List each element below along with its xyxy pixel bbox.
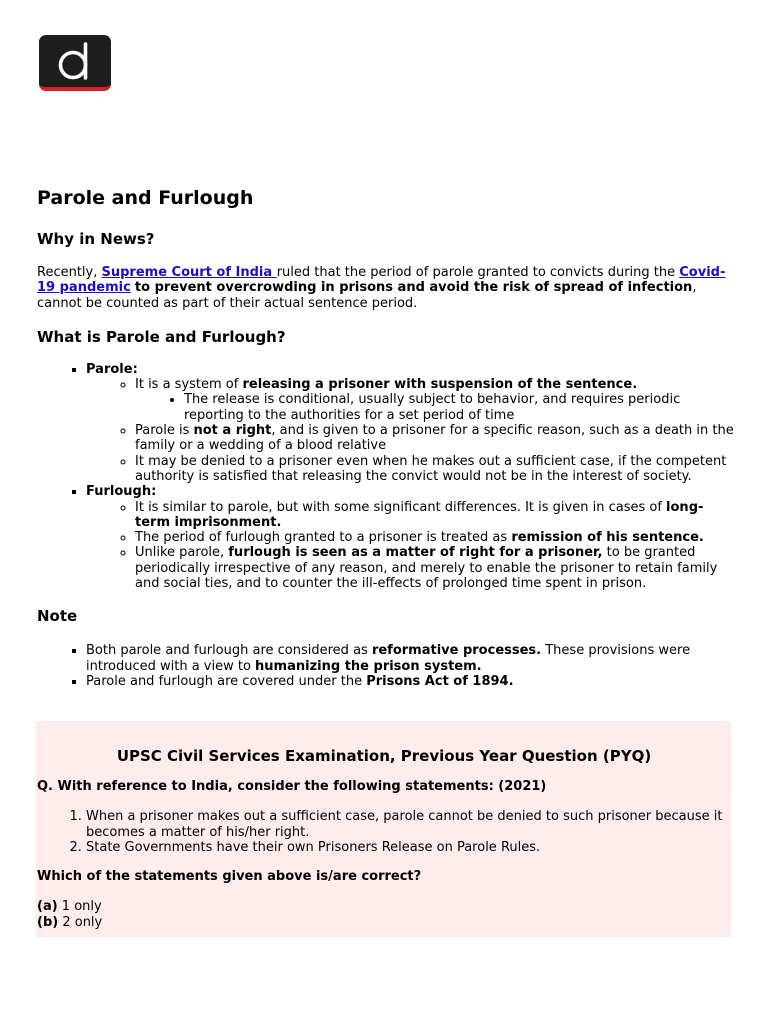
covid-pandemic-link[interactable]: Covid-19 pandemic <box>37 265 726 296</box>
text: It is similar to parole, but with some significant differences. It is given in cases of <box>135 499 667 515</box>
supreme-court-link[interactable]: Supreme Court of India <box>101 265 277 280</box>
d-logo-icon <box>39 35 111 87</box>
list-item <box>135 500 737 531</box>
parole-sublist <box>86 377 737 484</box>
bold-text: Prisons Act of 1894. <box>366 673 514 689</box>
text: , cannot be counted as part of their actual sentence period. <box>37 280 697 311</box>
note-list <box>37 643 737 689</box>
text: Parole is <box>135 423 194 439</box>
text: Unlike parole, <box>135 545 229 561</box>
text: These provisions were introduced with a view to <box>86 643 691 674</box>
parole-furlough-list <box>37 362 737 591</box>
list-item <box>86 643 737 674</box>
bold-text: humanizing the prison system. <box>255 658 482 674</box>
why-in-news-heading: Why in News? <box>37 230 155 248</box>
bold-text: furlough is seen as a matter of right for a prisoner, <box>228 545 603 561</box>
pyq-option-a <box>37 899 731 914</box>
pyq-heading: UPSC Civil Services Examination, Previous Year Question (PYQ) <box>116 747 652 765</box>
note-heading: Note <box>37 607 78 626</box>
parole-sub-sublist <box>135 392 737 423</box>
text: to be granted periodically irrespective of any reason, and merely to enable the prisoner to retain family and social ties, and to counter the ill-effects of prolonged time spent in prison. <box>135 545 718 592</box>
furlough-sublist <box>86 500 737 592</box>
bold-text: not a right <box>193 423 272 439</box>
list-item <box>135 530 737 545</box>
list-item: ◦ It may be denied to a prisoner even when he makes out a sufficient case, if the competent authority is satisfied that releasing the convict would not be in the interest of society. <box>135 454 737 485</box>
pyq-option-b <box>37 915 731 930</box>
option-text: 1 only <box>57 899 102 915</box>
furlough-label: Furlough: <box>86 484 157 500</box>
text: , and is given to a prisoner for a specific reason, such as a death in the family or a wedding of a blood relative <box>135 423 734 454</box>
bold-text: reformative processes. <box>371 643 542 659</box>
bold-text: long-term imprisonment. <box>135 499 704 530</box>
pyq-box <box>36 721 731 937</box>
list-item <box>135 423 737 454</box>
text: The period of furlough granted to a prisoner is treated as <box>135 530 512 546</box>
statement-item: 2. State Governments have their own Prisoners Release on Parole Rules. <box>86 840 731 855</box>
pyq-statements <box>37 809 731 855</box>
bold-text: releasing a prisoner with suspension of the sentence. <box>242 377 638 393</box>
text: It is a system of <box>135 377 243 393</box>
what-is-parole-heading: What is Parole and Furlough? <box>37 327 286 346</box>
page-title: Parole and Furlough <box>37 187 254 209</box>
option-label: (b) <box>37 914 59 930</box>
pyq-ask: Which of the statements given above is/are correct? <box>37 869 422 885</box>
bold-text: to prevent overcrowding in prisons and avoid the risk of spread of infection <box>134 280 693 296</box>
text: Parole and furlough are covered under the <box>86 673 367 689</box>
text: Recently, <box>37 265 102 280</box>
drishti-logo[interactable] <box>39 35 111 91</box>
list-item <box>135 377 737 423</box>
parole-label: Parole: <box>86 361 138 377</box>
list-item-furlough <box>86 484 737 591</box>
why-in-news-paragraph <box>37 265 737 311</box>
option-text: 2 only <box>58 914 103 930</box>
article <box>37 184 737 689</box>
option-label: (a) <box>37 899 58 915</box>
list-item-parole <box>86 362 737 484</box>
text: ruled that the period of parole granted to convicts during the <box>276 265 680 280</box>
list-item <box>86 674 737 689</box>
bold-text: remission of his sentence. <box>511 530 704 546</box>
pyq-question: Q. With reference to India, consider the following statements: (2021) <box>37 779 547 794</box>
list-item <box>135 545 737 591</box>
list-item: • The release is conditional, usually subject to behavior, and requires periodic reporting to the authorities for a set period of time <box>184 392 737 423</box>
text: Both parole and furlough are considered as <box>86 643 372 659</box>
statement-item: 1. When a prisoner makes out a sufficient case, parole cannot be denied to such prisoner because it becomes a matter of his/her right. <box>86 809 731 840</box>
